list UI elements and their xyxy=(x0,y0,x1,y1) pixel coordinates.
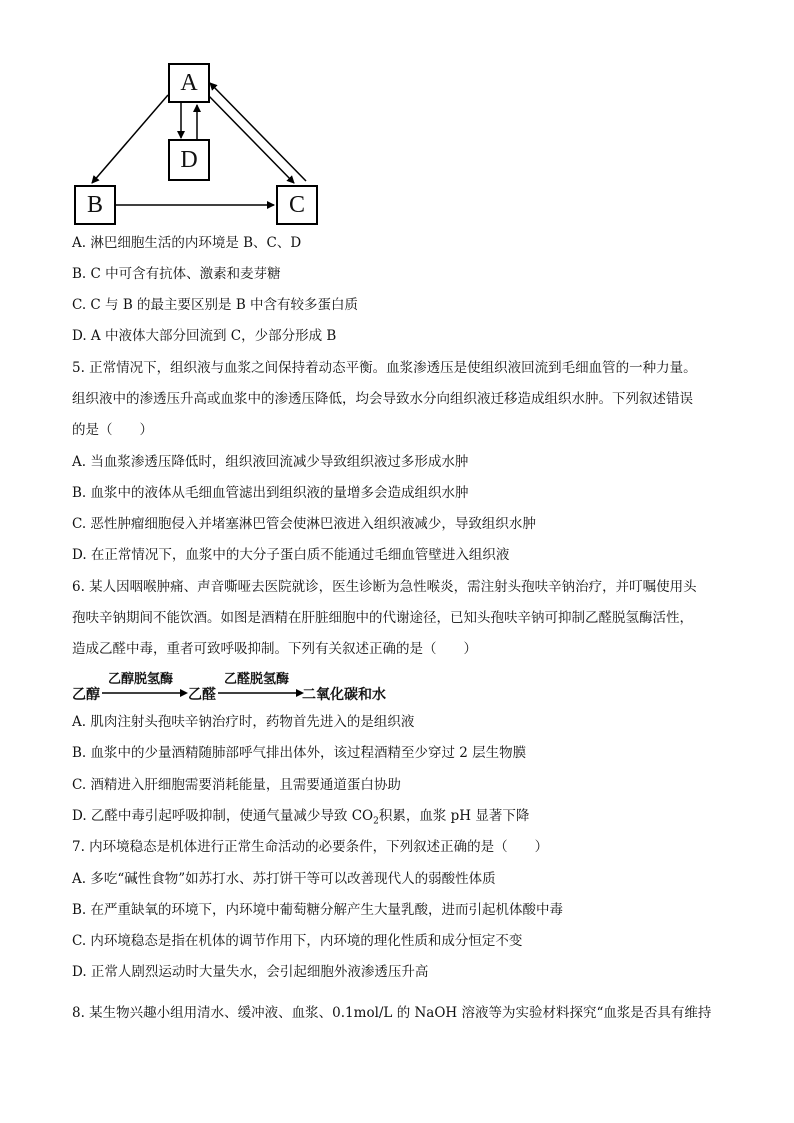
q5-option-a: A. 当血浆渗透压降低时，组织液回流减少导致组织液过多形成水肿 xyxy=(72,454,469,470)
q7-option-a: A. 多吃“碱性食物”如苏打水、苏打饼干等可以改善现代人的弱酸性体质 xyxy=(72,871,496,887)
q8-stem: 8. 某生物兴趣小组用清水、缓冲液、血浆、0.1mol/L 的 NaOH 溶液等为实验材料探究“血浆是否具有维持 xyxy=(72,1005,712,1021)
q5-stem-line-3: 的是（ ） xyxy=(72,422,153,438)
pathway-acetaldehyde: 乙醛 xyxy=(188,687,216,703)
arrow-a-to-c xyxy=(206,93,294,183)
q5-option-c: C. 恶性肿瘤细胞侵入并堵塞淋巴管会使淋巴液进入组织液减少，导致组织水肿 xyxy=(72,516,536,532)
q4-option-b: B. C 中可含有抗体、激素和麦芽糖 xyxy=(72,266,281,282)
q6-option-d-text-1: D. 乙醛中毒引起呼吸抑制，使通气量减少导致 CO xyxy=(72,808,374,824)
arrow-a-to-b xyxy=(92,95,168,183)
q6-stem-line-1: 6. 某人因咽喉肿痛、声音嘶哑去医院就诊，医生诊断为急性喉炎，需注射头孢呋辛钠治疗，并叮嘱使用头 xyxy=(72,579,697,595)
q6-stem-line-2: 孢呋辛钠期间不能饮酒。如图是酒精在肝脏细胞中的代谢途径，已知头孢呋辛钠可抑制乙醛脱氢酶活性， xyxy=(72,610,693,626)
q6-option-d-text-2: 积累，血浆 pH 显著下降 xyxy=(378,808,530,824)
node-b: B xyxy=(74,185,116,225)
q7-option-c: C. 内环境稳态是指在机体的调节作用下，内环境的理化性质和成分恒定不变 xyxy=(72,933,523,949)
pathway-ethanol: 乙醇 xyxy=(72,687,100,703)
q5-option-b: B. 血浆中的液体从毛细血管滤出到组织液的量增多会造成组织水肿 xyxy=(72,485,469,501)
q6-stem-line-3: 造成乙醛中毒，重者可致呼吸抑制。下列有关叙述正确的是（ ） xyxy=(72,641,477,657)
pathway-arrow-1 xyxy=(102,688,188,698)
q5-stem-line-2: 组织液中的渗透压升高或血浆中的渗透压降低，均会导致水分向组织液迁移造成组织水肿。下列叙述错误 xyxy=(72,391,693,407)
q6-option-a: A. 肌肉注射头孢呋辛钠治疗时，药物首先进入的是组织液 xyxy=(72,714,415,730)
pathway-arrow-2 xyxy=(218,688,304,698)
q6-option-d-subscript: 2 xyxy=(373,816,379,827)
q5-option-d: D. 在正常情况下，血浆中的大分子蛋白质不能通过毛细血管壁进入组织液 xyxy=(72,547,510,563)
q4-option-c: C. C 与 B 的最主要区别是 B 中含有较多蛋白质 xyxy=(72,297,359,313)
ethanol-pathway xyxy=(72,666,432,706)
q6-option-b: B. 血浆中的少量酒精随肺部呼气排出体外，该过程酒精至少穿过 2 层生物膜 xyxy=(72,745,527,761)
q6-option-c: C. 酒精进入肝细胞需要消耗能量，且需要通道蛋白协助 xyxy=(72,777,401,793)
node-a: A xyxy=(168,63,210,103)
q4-option-d: D. A 中液体大部分回流到 C，少部分形成 B xyxy=(72,328,337,344)
arrow-c-to-a xyxy=(210,83,306,181)
pathway-product: 二氧化碳和水 xyxy=(302,687,386,703)
q5-stem-line-1: 5. 正常情况下，组织液与血浆之间保持着动态平衡。血浆渗透压是使组织液回流到毛细血管的一种力量。 xyxy=(72,360,697,376)
node-c: C xyxy=(276,185,318,225)
q7-option-d: D. 正常人剧烈运动时大量失水，会引起细胞外液渗透压升高 xyxy=(72,964,429,980)
pathway-enzyme-2: 乙醛脱氢酶 xyxy=(224,672,290,687)
q4-option-a: A. 淋巴细胞生活的内环境是 B、C、D xyxy=(72,235,302,251)
node-d: D xyxy=(168,139,210,181)
q7-option-b: B. 在严重缺氧的环境下，内环境中葡萄糖分解产生大量乳酸，进而引起机体酸中毒 xyxy=(72,902,564,918)
q7-stem: 7. 内环境稳态是机体进行正常生命活动的必要条件，下列叙述正确的是（ ） xyxy=(72,839,549,855)
pathway-enzyme-1: 乙醇脱氢酶 xyxy=(108,672,174,687)
q6-option-d xyxy=(72,806,529,832)
body-fluid-diagram xyxy=(60,55,330,235)
